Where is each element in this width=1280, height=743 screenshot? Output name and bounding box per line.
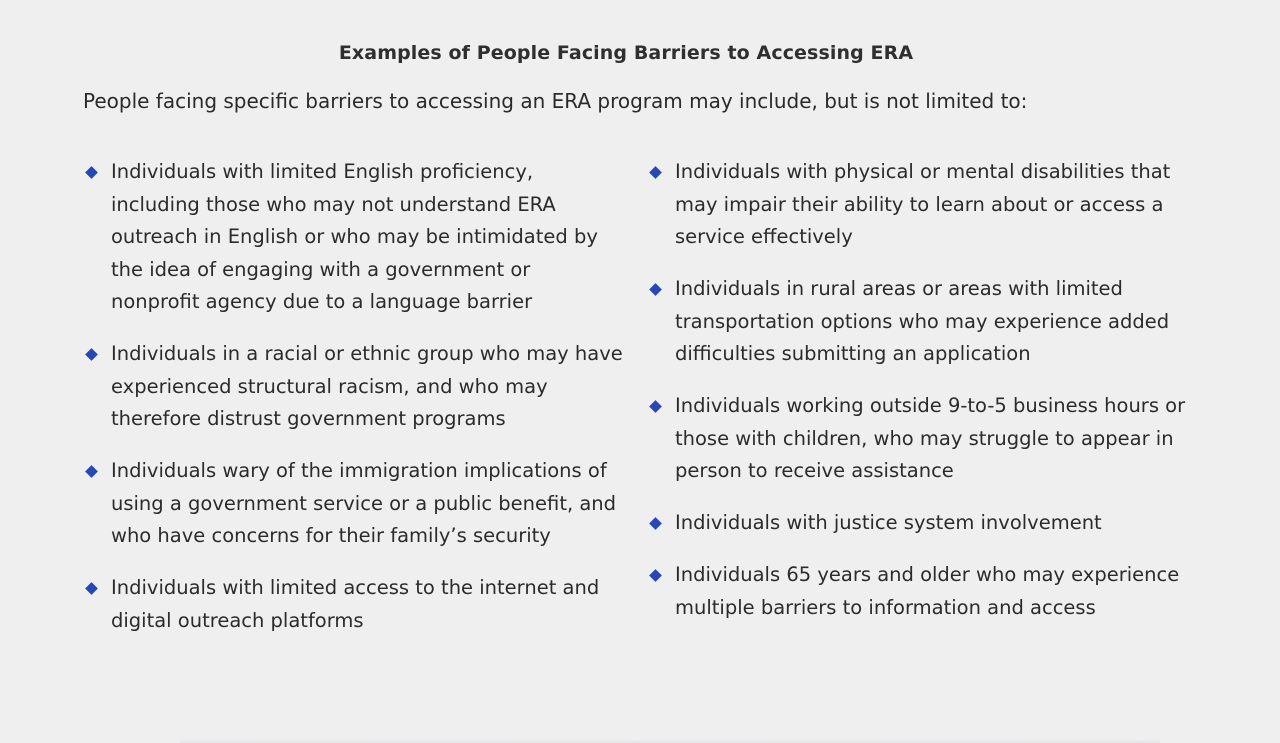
list-item-text: Individuals with physical or mental disabilities that may impair their ability to learn about or access a service effectively bbox=[675, 160, 1171, 248]
list-item-text: Individuals working outside 9-to-5 business hours or those with children, who may struggle to appear in person to receive assistance bbox=[675, 394, 1186, 482]
left-bullet-list bbox=[83, 156, 623, 657]
list-item bbox=[83, 572, 623, 637]
list-item bbox=[83, 455, 623, 553]
diamond-bullet-icon bbox=[649, 569, 662, 582]
list-item-text: Individuals wary of the immigration implications of using a government service or a public benefit, and who have concerns for their family’s security bbox=[111, 459, 617, 547]
list-item bbox=[647, 390, 1187, 488]
list-item-text: Individuals in rural areas or areas with limited transportation options who may experience added difficulties submitting an application bbox=[675, 277, 1170, 365]
bottom-divider bbox=[180, 739, 1160, 743]
page-title: Examples of People Facing Barriers to Accessing ERA bbox=[338, 42, 914, 64]
diamond-bullet-icon bbox=[649, 400, 662, 413]
list-item bbox=[647, 273, 1187, 371]
diamond-bullet-icon bbox=[85, 465, 98, 478]
list-item-text: Individuals in a racial or ethnic group who may have experienced structural racism, and who may therefore distrust government programs bbox=[111, 342, 623, 430]
diamond-bullet-icon bbox=[85, 582, 98, 595]
list-item bbox=[83, 156, 623, 319]
list-item-text: Individuals with limited English proficiency, including those who may not understand ERA outreach in English or who may be intimidated by the idea of engaging with a government or nonprofit agency due to a language barrier bbox=[111, 160, 598, 313]
list-item bbox=[647, 156, 1187, 254]
list-item-text: Individuals with limited access to the internet and digital outreach platforms bbox=[111, 576, 600, 632]
list-item bbox=[83, 338, 623, 436]
list-item bbox=[647, 507, 1187, 540]
list-item bbox=[647, 559, 1187, 624]
list-item-text: Individuals with justice system involvement bbox=[675, 511, 1102, 534]
right-bullet-list bbox=[647, 156, 1187, 644]
diamond-bullet-icon bbox=[649, 517, 662, 530]
diamond-bullet-icon bbox=[85, 348, 98, 361]
intro-text: People facing specific barriers to accessing an ERA program may include, but is not limited to: bbox=[83, 89, 1028, 113]
diamond-bullet-icon bbox=[649, 283, 662, 296]
diamond-bullet-icon bbox=[85, 166, 98, 179]
list-item-text: Individuals 65 years and older who may experience multiple barriers to information and access bbox=[675, 563, 1180, 619]
diamond-bullet-icon bbox=[649, 166, 662, 179]
